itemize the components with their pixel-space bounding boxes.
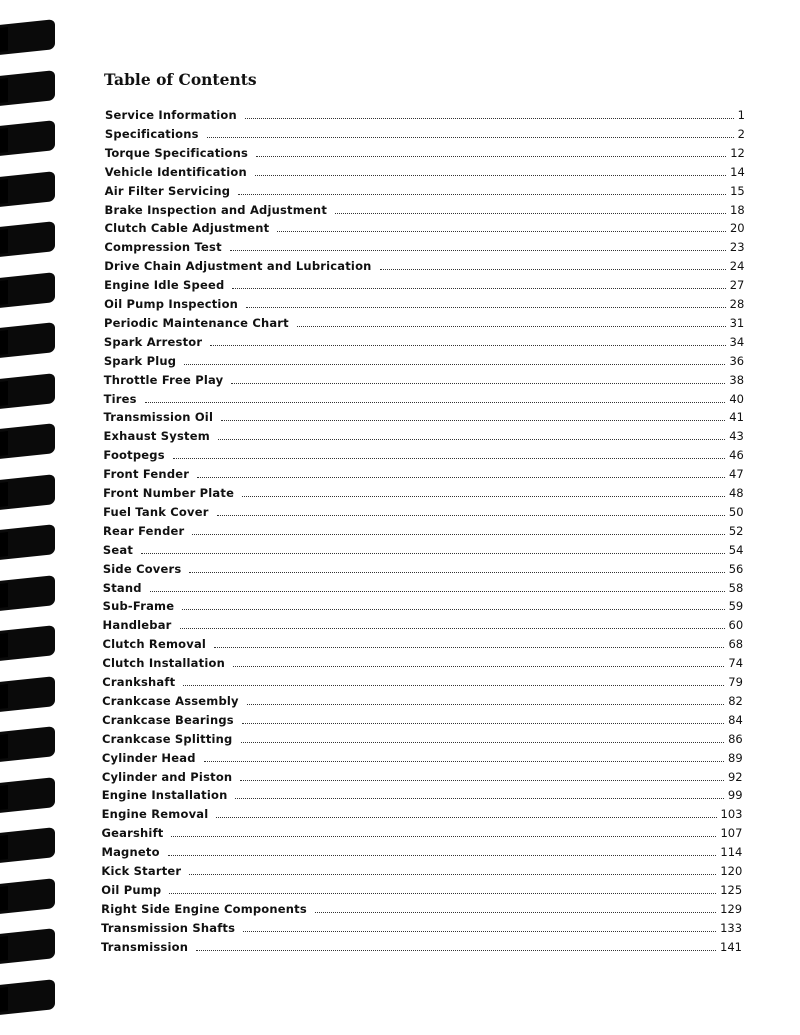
dot-leader [141,553,725,554]
toc-entry-title: Engine Removal [101,807,209,822]
dot-leader [218,439,725,440]
binding-ring [0,221,55,257]
dot-leader [183,685,724,686]
toc-entry-title: Air Filter Servicing [104,183,231,198]
toc-entry [103,595,744,613]
toc-entry-title: Crankcase Assembly [102,693,239,708]
dot-leader [189,874,716,875]
dot-leader [217,515,725,516]
toc-entry [104,350,744,368]
toc-entry [101,898,742,916]
toc-entry-title: Engine Installation [101,788,228,803]
dot-leader [214,647,724,648]
dot-leader [182,609,724,610]
toc-entry-title: Front Fender [103,467,190,482]
dot-leader [231,383,725,384]
toc-entry-page: 59 [728,599,744,614]
toc-entry-title: Spark Arrestor [103,334,203,349]
toc-entry-page: 41 [729,410,744,425]
toc-entry-page: 43 [729,429,744,444]
toc-entry-title: Stand [102,580,142,595]
toc-entry-title: Fuel Tank Cover [103,504,209,519]
dot-leader [380,269,726,270]
toc-entry [103,539,744,557]
toc-entry [102,709,743,727]
toc-entry-page: 46 [729,448,744,463]
binding-ring [0,878,55,914]
toc-entry [102,803,743,821]
dot-leader [241,742,725,743]
binding-ring [0,19,55,55]
binding-ring [0,423,55,459]
binding-ring [0,827,55,863]
toc-entry [105,123,745,141]
toc-entry-page: 82 [728,693,743,708]
toc-entry [101,879,742,897]
toc-entry-page: 60 [728,618,744,633]
toc-entry-page: 129 [720,901,743,916]
toc-entry-page: 103 [720,807,743,822]
toc-entry [102,652,743,670]
toc-entry [103,425,743,443]
dot-leader [335,213,726,214]
dot-leader [196,950,716,951]
binding-ring [0,373,55,409]
toc-entry-page: 36 [729,353,745,368]
toc-entry [104,274,744,292]
toc-entry [103,444,743,462]
toc-entry-title: Front Number Plate [103,486,235,500]
toc-entry-page: 12 [730,145,745,160]
toc-entry-title: Specifications [104,126,199,141]
toc-entry-page: 79 [728,675,743,689]
toc-entry-title: Clutch Installation [102,656,225,671]
toc-entry-title: Rear Fender [103,523,185,538]
toc-entry [101,936,742,954]
toc-entry [104,236,744,254]
toc-entry-title: Right Side Engine Components [101,901,307,916]
toc-entry-page: 47 [729,467,744,482]
dot-leader [242,496,725,497]
toc-entry [101,917,742,935]
toc-entry-title: Transmission [101,939,189,954]
toc-entry-title: Clutch Cable Adjustment [104,221,270,236]
toc-entry-title: Tires [103,391,137,406]
toc-entry-page: 120 [720,864,743,878]
dot-leader [246,307,726,308]
toc-entry [101,860,742,878]
toc-entry [105,199,745,217]
toc-entry-page: 107 [720,826,743,841]
binding-ring [0,171,55,207]
toc-entry-title: Kick Starter [101,864,182,878]
toc-entry-page: 15 [730,183,745,198]
binding-ring [0,928,55,964]
toc-entry-title: Seat [102,542,134,557]
toc-entry-title: Spark Plug [103,353,177,368]
toc-entry-title: Footpegs [103,448,165,463]
toc-entry-page: 31 [729,315,745,330]
toc-entry [105,142,745,160]
dot-leader [197,477,725,478]
toc-entry-page: 141 [720,939,742,954]
toc-entry-page: 125 [720,882,743,897]
toc-entry-page: 58 [728,580,744,595]
binding-ring [0,575,55,611]
dot-leader [173,458,725,459]
toc-entry-page: 89 [728,750,743,765]
toc-entry-title: Drive Chain Adjustment and Lubrication [104,259,372,274]
toc-entry-page: 86 [728,731,743,746]
dot-leader [233,666,724,667]
toc-entry-title: Periodic Maintenance Chart [104,315,289,330]
toc-entry-title: Brake Inspection and Adjustment [104,202,328,217]
toc-entry-title: Vehicle Identification [104,164,247,179]
binding-ring [0,726,55,762]
toc-entry [103,520,744,538]
toc-entry-page: 52 [728,523,744,538]
toc-entry-page: 28 [729,297,745,311]
toc-entry [104,293,744,311]
toc-entry-page: 24 [729,259,745,274]
dot-leader [240,780,724,781]
dot-leader [221,420,725,421]
toc-entry-title: Gearshift [101,826,164,841]
toc-entry-title: Engine Idle Speed [104,278,225,293]
binding-ring [0,777,55,813]
dot-leader [204,761,724,762]
binding-ring [0,474,55,510]
toc-entry-page: 1 [737,108,745,122]
dot-leader [277,231,726,232]
binding-ring [0,272,55,308]
toc-entry-page: 27 [729,278,745,293]
toc-entry-page: 114 [720,845,743,860]
toc-entry-title: Torque Specifications [104,145,249,160]
toc-entry [103,482,743,500]
dot-leader [243,931,716,932]
toc-entry [102,671,743,689]
toc-entry [102,728,743,746]
toc-entry [102,766,743,784]
toc-entry-title: Oil Pump [101,882,162,897]
toc-entry-title: Throttle Free Play [103,372,224,387]
toc-entry-page: 20 [729,221,745,236]
toc-entry [103,463,743,481]
toc-entry [105,104,745,122]
dot-leader [238,194,726,195]
dot-leader [230,250,726,251]
dot-leader [297,326,726,327]
toc-entry-page: 74 [728,656,744,671]
toc-entry-page: 92 [727,769,743,784]
toc-entry-title: Cylinder Head [101,750,196,765]
toc-entry-title: Oil Pump Inspection [104,297,239,311]
toc-entry-page: 84 [728,712,743,727]
dot-leader [171,836,716,837]
toc-entry [102,822,743,840]
dot-leader [210,345,725,346]
toc-entry-page: 48 [728,486,744,500]
binding-ring [0,625,55,661]
toc-entry-page: 99 [727,788,743,803]
toc-entry [103,577,744,595]
toc-entry-page: 50 [728,504,744,519]
toc-entry-title: Sub-Frame [102,599,175,614]
toc-entry-title: Compression Test [104,240,222,255]
toc-entry [103,558,744,576]
toc-entry-page: 40 [729,391,744,406]
toc-entry-page: 2 [737,126,745,141]
spiral-binding [0,0,60,1035]
toc-entry-page: 68 [728,637,744,652]
toc-entry-title: Transmission Oil [103,410,214,425]
dot-leader [256,156,726,157]
toc-entry [104,217,744,235]
dot-leader [189,572,724,573]
toc-entry [102,690,743,708]
dot-leader [216,817,716,818]
toc-entry [102,784,743,802]
dot-leader [169,893,716,894]
dot-leader [232,288,725,289]
toc-entry [103,501,743,519]
toc-entry-page: 23 [729,240,745,255]
toc-entry-page: 38 [729,372,745,387]
toc-entry [104,312,744,330]
toc-entry [102,633,743,651]
dot-leader [150,591,725,592]
toc-entry-page: 56 [728,561,744,576]
toc-entry [104,369,744,387]
dot-leader [247,704,724,705]
binding-ring [0,524,55,560]
toc-entry-title: Transmission Shafts [101,920,236,935]
toc-entry [101,841,742,859]
toc-entry-title: Crankcase Bearings [102,712,234,727]
dot-leader [315,912,716,913]
toc-entry-title: Crankcase Splitting [102,731,233,746]
toc-entry [104,255,744,273]
binding-ring [0,70,55,106]
dot-leader [255,175,726,176]
toc-entry-page: 14 [730,164,745,179]
binding-ring [0,676,55,712]
toc-entry [104,388,744,406]
toc-entry [105,161,745,179]
toc-entry-page: 54 [728,542,744,557]
dot-leader [245,118,734,119]
dot-leader [168,855,717,856]
toc-entry-page: 133 [720,920,743,935]
toc-entry [104,331,744,349]
dot-leader [184,364,725,365]
toc-entry-title: Side Covers [102,561,182,576]
toc-entry [103,614,744,632]
toc-entry [105,180,745,198]
binding-ring [0,322,55,358]
toc-entry-title: Exhaust System [103,429,210,444]
toc-entry-title: Service Information [105,108,237,122]
toc-entry [104,406,744,424]
toc-entry-page: 18 [730,202,745,217]
toc-entry-title: Magneto [101,845,160,860]
toc-entry [102,747,743,765]
binding-ring [0,120,55,156]
dot-leader [145,402,726,403]
toc-entry-title: Crankshaft [102,675,176,689]
toc-entry-title: Clutch Removal [102,637,207,652]
dot-leader [235,798,723,799]
dot-leader [207,137,734,138]
dot-leader [180,628,725,629]
dot-leader [192,534,724,535]
binding-ring [0,979,55,1015]
dot-leader [242,723,724,724]
toc-entry-title: Cylinder and Piston [101,769,233,784]
toc-entry-page: 34 [729,334,745,349]
page-title: Table of Contents [104,70,257,89]
toc-entry-title: Handlebar [102,618,172,633]
